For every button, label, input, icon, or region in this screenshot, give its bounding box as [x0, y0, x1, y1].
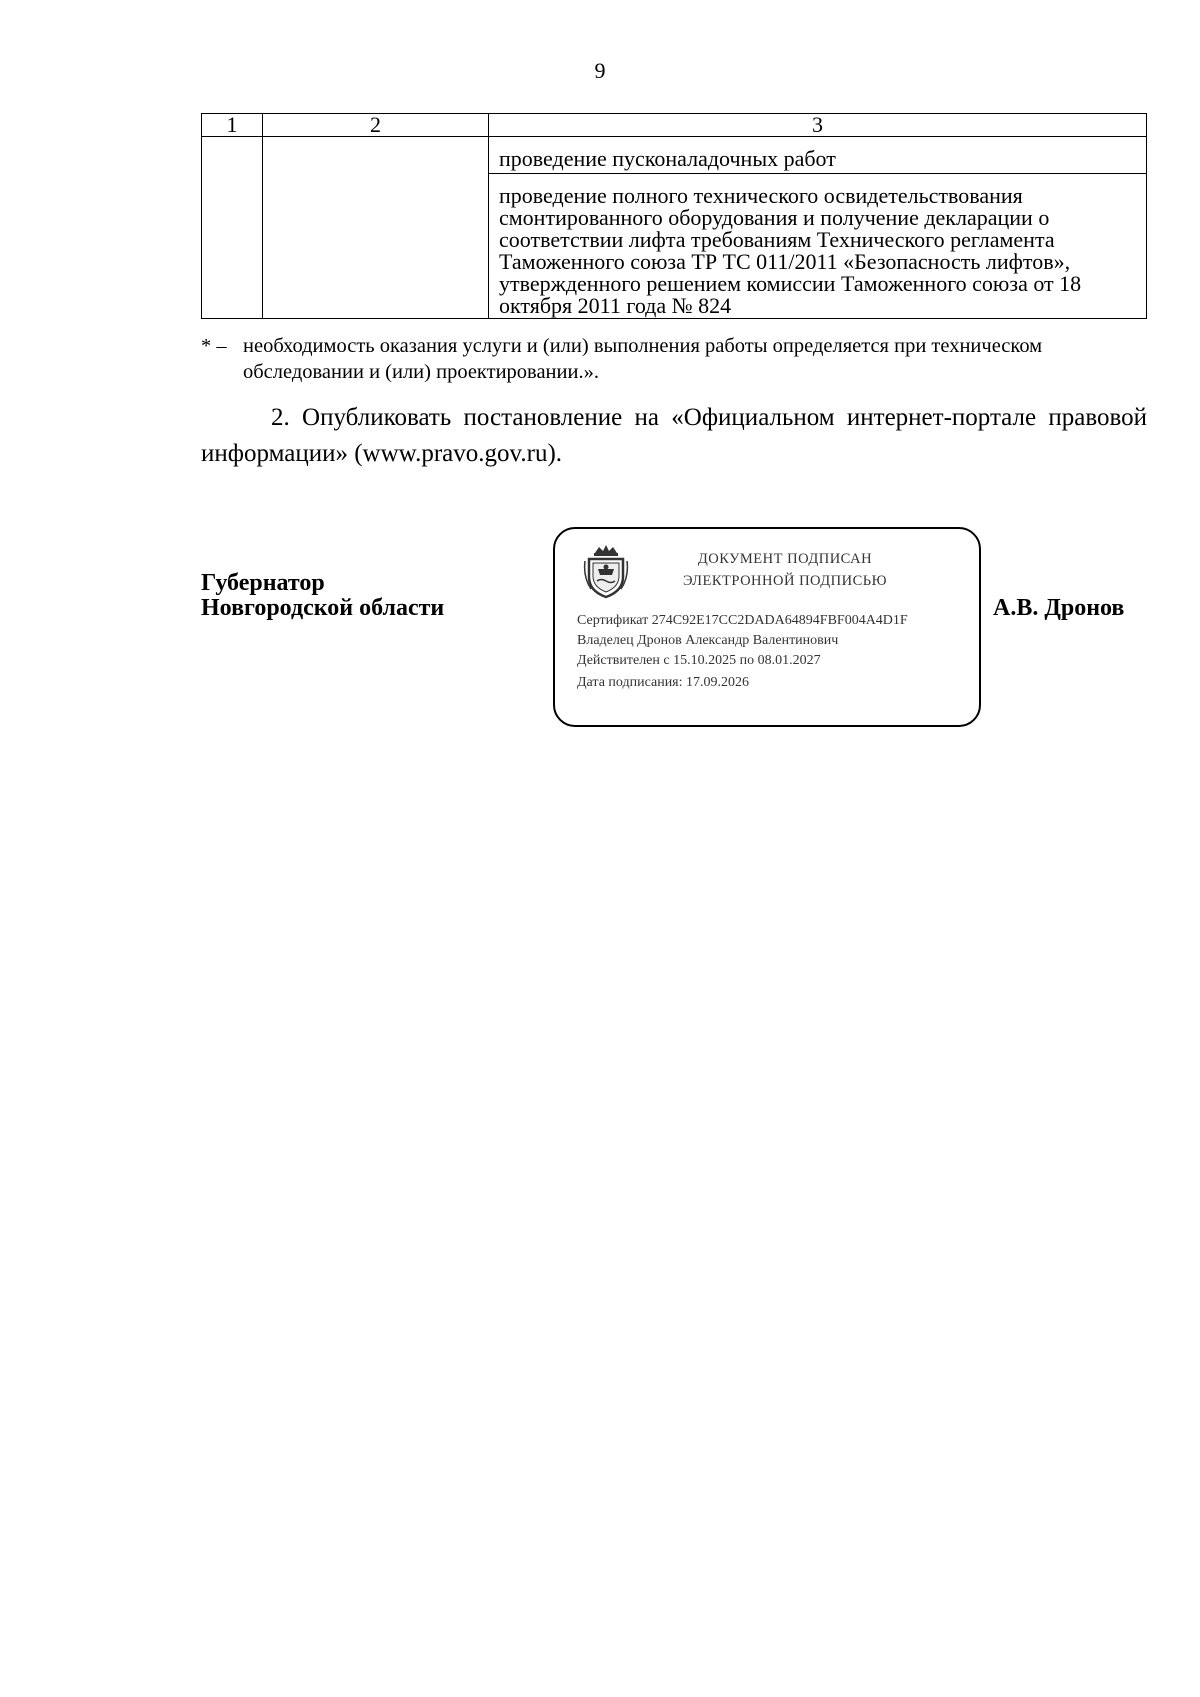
footnote-text: необходимость оказания услуги и (или) выполнения работы определяется при техническом обследовании и (или) проектировании.». — [243, 335, 1043, 383]
stamp-title: ДОКУМЕНТ ПОДПИСАН — [697, 551, 873, 567]
table-cell-col3 — [489, 137, 1147, 319]
table-cell-col2 — [263, 137, 489, 319]
services-table — [201, 113, 1147, 319]
page-number: 9 — [594, 58, 606, 83]
table-header-cell: 3 — [489, 114, 1147, 137]
stamp-validity: Действителен с 15.10.2025 по 08.01.2027 — [577, 653, 821, 668]
stamp-owner: Владелец Дронов Александр Валентинович — [577, 633, 839, 648]
electronic-signature-stamp — [553, 527, 981, 727]
stamp-signed-date: Дата подписания: 17.09.2026 — [577, 675, 750, 690]
publication-paragraph: 2. Опубликовать постановление на «Официальном интернет-портале правовой информации» (www.pravo.gov.ru). — [201, 404, 1147, 467]
footnote-mark: * – — [201, 335, 227, 357]
stamp-title: ЭЛЕКТРОННОЙ ПОДПИСЬЮ — [682, 573, 888, 589]
table-header-row — [202, 114, 1147, 137]
table-row — [202, 137, 1147, 319]
position-line: Губернатор — [201, 570, 325, 596]
signatory-name: А.В. Дронов — [993, 595, 1125, 621]
stamp-certificate: Сертификат 274C92E17CC2DADA64894FBF004A4D1F — [577, 613, 908, 628]
footnote — [201, 333, 1151, 385]
table-header-cell: 1 — [202, 114, 263, 137]
table-cell-text: проведение пусконаладочных работ — [499, 146, 836, 171]
position-line: Новгородской области — [201, 595, 445, 621]
table-cell-text: проведение полного технического освидетельствования смонтированного оборудования и получение декларации о соответствии лифта требованиям Технического регламента Таможенного союза ТР ТС 011/2011 «Безопасность лифтов», утвержденного решением комиссии Таможенного союза от 18 октября 2011 года № 824 — [489, 173, 1146, 318]
table-cell-col1 — [202, 137, 263, 319]
table-header-cell: 2 — [263, 114, 489, 137]
signatory-position — [201, 571, 444, 621]
